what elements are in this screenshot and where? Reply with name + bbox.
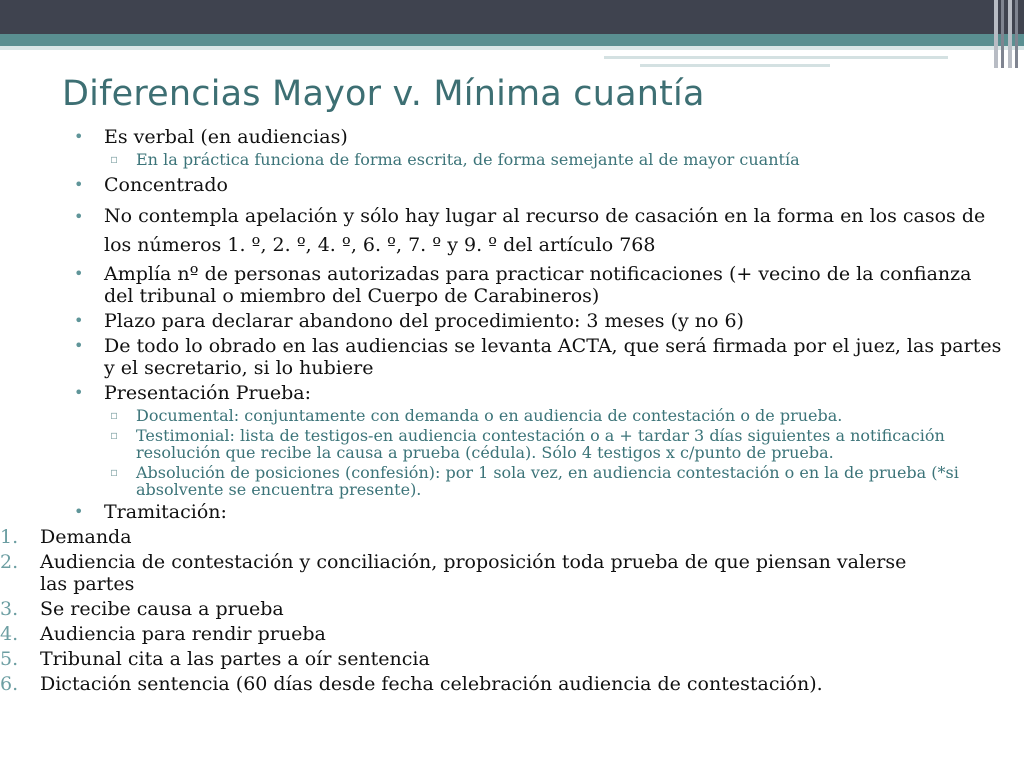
bullet-icon: • [74,502,84,521]
numbered-item [0,648,930,670]
bullet-icon: • [74,127,84,146]
slide-body [0,124,1004,698]
slide-title: Diferencias Mayor v. Mínima cuantía [62,74,705,114]
header-accent-line [640,64,830,67]
sub-bullet-text: En la práctica funciona de forma escrita, de forma semejante al de mayor cuantía [136,150,800,169]
bullet-icon: • [74,264,84,283]
bullet-text: No contempla apelación y sólo hay lugar al recurso de casación en la forma en los casos de los números 1. º, 2. º, 4. º, 6. º, 7. º y 9. º del artículo 768 [104,205,986,256]
bullet-item [74,501,1004,523]
numbered-item [0,598,930,620]
sub-bullet-item [74,464,1004,498]
numbered-item [0,623,930,645]
item-text: Audiencia de contestación y conciliación, proposición toda prueba de que piensan valerse las partes [40,551,907,595]
header-vertical-bar [994,0,998,68]
sub-bullet-item [74,151,1004,168]
bullet-item [74,335,1004,379]
sub-bullet-icon: ▫ [110,465,119,479]
bullet-item [74,202,1004,260]
item-number: 2. [0,551,19,573]
sub-bullet-item [74,407,1004,424]
item-text: Tribunal cita a las partes a oír sentencia [40,648,430,670]
sub-bullet-icon: ▫ [110,408,119,422]
bullet-text: Es verbal (en audiencias) [104,126,348,148]
header-band-teal [0,34,1024,46]
bullet-icon: • [74,175,84,194]
bullet-text: Concentrado [104,174,228,196]
header-band-dark [0,0,1024,34]
bullet-text: De todo lo obrado en las audiencias se levanta ACTA, que será firmada por el juez, las partes y el secretario, si lo hubiere [104,335,1002,379]
item-text: Audiencia para rendir prueba [40,623,326,645]
bullet-item [74,174,1004,196]
numbered-item [0,526,930,548]
sub-bullet-icon: ▫ [110,428,119,442]
item-text: Dictación sentencia (60 días desde fecha celebración audiencia de contestación). [40,673,823,695]
item-number: 1. [0,526,19,548]
bullet-text: Tramitación: [104,501,227,523]
item-text: Demanda [40,526,132,548]
item-number: 6. [0,673,19,695]
item-text: Se recibe causa a prueba [40,598,284,620]
bullet-text: Amplía nº de personas autorizadas para practicar notificaciones (+ vecino de la confianza del tribunal o miembro del Cuerpo de Carabineros) [104,263,972,307]
bullet-item [74,126,1004,148]
item-number: 4. [0,623,19,645]
bullet-item [74,310,1004,332]
header-band-light [0,46,1024,50]
sub-bullet-text: Documental: conjuntamente con demanda o en audiencia de contestación o de prueba. [136,406,843,425]
numbered-item [0,551,930,595]
item-number: 3. [0,598,19,620]
numbered-item [0,673,930,695]
sub-bullet-text: Testimonial: lista de testigos-en audiencia contestación o a + tardar 3 días siguientes a notificación resolución que recibe la causa a prueba (cédula). Sólo 4 testigos x c/punto de prueba. [136,426,945,462]
bullet-icon: • [74,311,84,330]
item-number: 5. [0,648,19,670]
sub-bullet-item [74,427,1004,461]
bullet-icon: • [74,336,84,355]
bullet-icon: • [74,383,84,402]
header-vertical-bar [1008,0,1012,68]
bullet-item [74,263,1004,307]
bullet-text: Plazo para declarar abandono del procedimiento: 3 meses (y no 6) [104,310,744,332]
bullet-item [74,382,1004,404]
header-accent-line [604,56,948,59]
numbered-list [0,526,930,695]
bullet-text: Presentación Prueba: [104,382,311,404]
sub-bullet-text: Absolución de posiciones (confesión): por 1 sola vez, en audiencia contestación o en la de prueba (*si absolvente se encuentra presente). [136,463,959,499]
bullet-icon: • [74,207,84,226]
header-vertical-bar [1001,0,1004,68]
sub-bullet-icon: ▫ [110,152,119,166]
header-vertical-bar [1015,0,1018,68]
